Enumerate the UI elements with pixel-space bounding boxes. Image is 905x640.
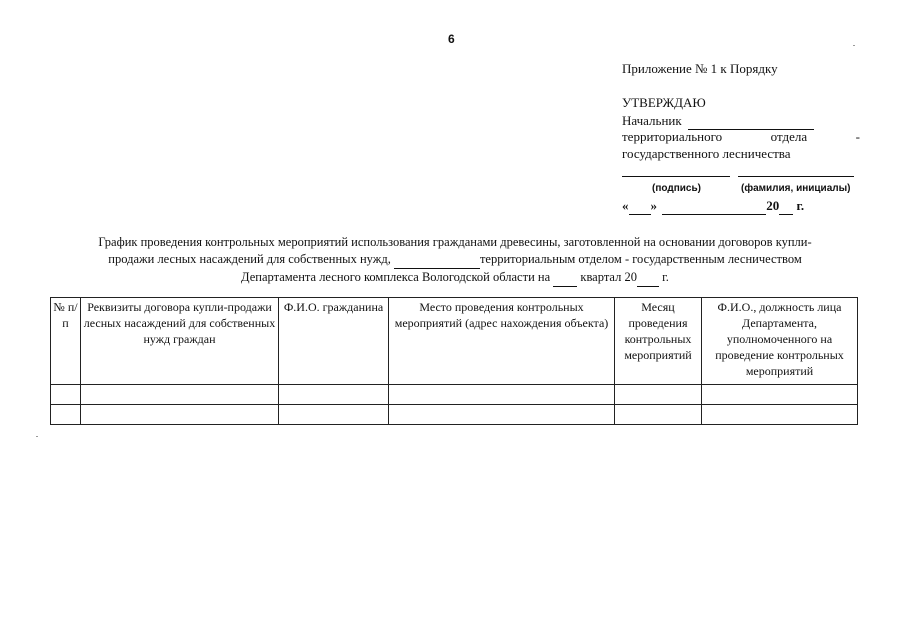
name-line — [738, 176, 854, 177]
header-number: № п/п — [51, 298, 81, 385]
forestry-line: государственного лесничества — [622, 146, 791, 161]
table-row — [51, 405, 858, 425]
table-cell — [615, 405, 702, 425]
signature-line — [622, 176, 730, 177]
date-quote-open: « — [622, 198, 629, 213]
table-header-row — [51, 298, 858, 385]
table-cell — [702, 405, 858, 425]
date-day-blank — [629, 198, 651, 215]
page-number: 6 — [448, 32, 455, 46]
approval-date — [622, 198, 804, 215]
title-line-3b: квартал 20 — [580, 270, 637, 284]
table-cell — [702, 385, 858, 405]
table-cell — [51, 405, 81, 425]
chief-name-blank — [688, 113, 814, 130]
dash-mark: - — [855, 129, 860, 144]
title-line-2a: продажи лесных насаждений для собственных нужд, — [108, 252, 391, 266]
date-suffix: г. — [796, 198, 805, 213]
department-word: отдела — [770, 129, 808, 144]
name-caption: (фамилия, инициалы) — [741, 183, 851, 194]
table-cell — [51, 385, 81, 405]
header-contract: Реквизиты договора купли-продажи лесных насаждений для собственных нужд граждан — [81, 298, 279, 385]
table-cell — [279, 385, 389, 405]
header-official: Ф.И.О., должность лица Департамента, уполномоченного на проведение контрольных мероприятий — [702, 298, 858, 385]
title-line-3 — [40, 269, 870, 287]
title-blank-year — [637, 269, 659, 287]
table-cell — [389, 405, 615, 425]
title-line-1: График проведения контрольных мероприятий использования гражданами древесины, заготовленной на основании договоров купли- — [98, 235, 812, 249]
table-row — [51, 385, 858, 405]
approve-label: УТВЕРЖДАЮ — [622, 95, 706, 110]
territorial-line — [622, 129, 860, 145]
header-citizen-name: Ф.И.О. гражданина — [279, 298, 389, 385]
chief-line — [622, 113, 814, 130]
title-line-3a: Департамента лесного комплекса Вологодской области на — [241, 270, 551, 284]
title-line-2 — [40, 251, 870, 269]
date-year-prefix: 20 — [766, 198, 780, 213]
annex-label: Приложение № 1 к Порядку — [622, 61, 778, 76]
scan-mark — [36, 436, 38, 437]
document-title — [40, 234, 870, 287]
chief-label: Начальник — [622, 113, 682, 128]
schedule-table — [50, 297, 858, 425]
scan-mark — [853, 45, 855, 46]
title-line-3c: г. — [662, 270, 669, 284]
date-month-blank — [662, 198, 766, 215]
header-month: Месяц проведения контрольных мероприятий — [615, 298, 702, 385]
title-blank-1 — [394, 251, 480, 269]
title-line-2b: территориальным отделом - государственным лесничеством — [479, 252, 802, 266]
signature-caption: (подпись) — [652, 183, 701, 194]
header-location: Место проведения контрольных мероприятий (адрес нахождения объекта) — [389, 298, 615, 385]
table-cell — [389, 385, 615, 405]
table-cell — [81, 405, 279, 425]
date-quote-close: » — [650, 198, 657, 213]
table-cell — [279, 405, 389, 425]
date-year-blank — [779, 198, 793, 215]
table-cell — [81, 385, 279, 405]
table-cell — [615, 385, 702, 405]
title-blank-quarter — [553, 269, 577, 287]
territorial-word: территориального — [622, 129, 723, 144]
